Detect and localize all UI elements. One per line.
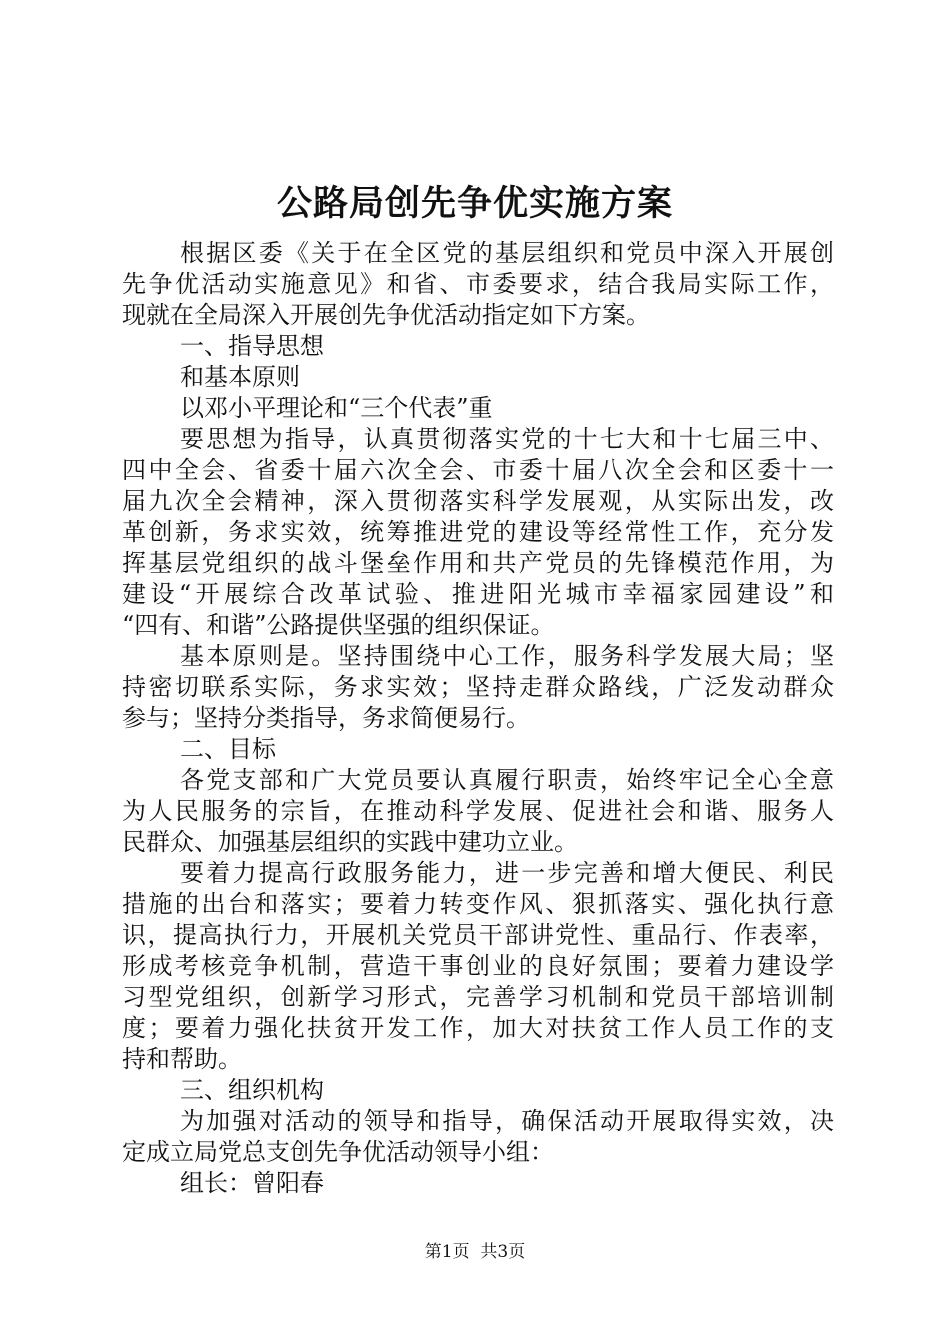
paragraph-line: 根据区委《关于在全区党的基层组织和党员中深入开展创 bbox=[180, 239, 834, 267]
paragraph-line: 为人民服务的宗旨，在推动科学发展、促进社会和谐、服务人 bbox=[122, 797, 834, 825]
paragraph-line: 措施的出台和落实；要着力转变作风、狠抓落实、强化执行意 bbox=[122, 890, 834, 918]
paragraph-line: 度；要着力强化扶贫开发工作，加大对扶贫工作人员工作的支 bbox=[122, 1014, 834, 1042]
paragraph-line: 现就在全局深入开展创先争优活动指定如下方案。 bbox=[122, 301, 650, 329]
paragraph-line: 挥基层党组织的战斗堡垒作用和共产党员的先锋模范作用，为 bbox=[122, 549, 834, 577]
section-heading-continued: 和基本原则 bbox=[180, 363, 300, 391]
paragraph-line: 四中全会、省委十届六次全会、市委十届八次全会和区委十一 bbox=[122, 456, 834, 484]
paragraph-line: 识，提高执行力，开展机关党员干部讲党性、重品行、作表率， bbox=[122, 921, 834, 949]
paragraph-line: 参与；坚持分类指导，务求简便易行。 bbox=[122, 704, 530, 732]
paragraph-line: “四有、和谐”公路提供坚强的组织保证。 bbox=[122, 611, 555, 639]
paragraph-line: 为加强对活动的领导和指导，确保活动开展取得实效，决 bbox=[180, 1107, 834, 1135]
paragraph-line: 持密切联系实际，务求实效；坚持走群众路线，广泛发动群众 bbox=[122, 673, 834, 701]
paragraph-line: 革创新，务求实效，统筹推进党的建设等经常性工作，充分发 bbox=[122, 518, 834, 546]
section-heading: 二、目标 bbox=[180, 735, 276, 763]
paragraph-line: 建设“开展综合改革试验、推进阳光城市幸福家园建设”和 bbox=[122, 580, 834, 608]
section-heading: 三、组织机构 bbox=[180, 1076, 324, 1104]
paragraph-line: 基本原则是。坚持围绕中心工作，服务科学发展大局；坚 bbox=[180, 642, 834, 670]
page-title: 公路局创先争优实施方案 bbox=[276, 183, 673, 224]
paragraph-line: 以邓小平理论和“三个代表”重 bbox=[180, 394, 493, 422]
paragraph-line: 各党支部和广大党员要认真履行职责，始终牢记全心全意 bbox=[180, 766, 834, 794]
page-number-footer: 第1页 共3页 bbox=[424, 1242, 526, 1262]
paragraph-line: 民群众、加强基层组织的实践中建功立业。 bbox=[122, 828, 578, 856]
paragraph-line: 定成立局党总支创先争优活动领导小组： bbox=[122, 1138, 554, 1166]
paragraph-line: 要思想为指导，认真贯彻落实党的十七大和十七届三中、 bbox=[180, 425, 834, 453]
section-heading: 一、指导思想 bbox=[180, 332, 324, 360]
paragraph-line: 要着力提高行政服务能力，进一步完善和增大便民、利民 bbox=[180, 859, 834, 887]
paragraph-line: 组长：曾阳春 bbox=[180, 1169, 324, 1197]
paragraph-line: 先争优活动实施意见》和省、市委要求，结合我局实际工作， bbox=[122, 270, 834, 298]
paragraph-line: 形成考核竞争机制，营造干事创业的良好氛围；要着力建设学 bbox=[122, 952, 834, 980]
paragraph-line: 习型党组织，创新学习形式，完善学习机制和党员干部培训制 bbox=[122, 983, 834, 1011]
paragraph-line: 持和帮助。 bbox=[122, 1045, 242, 1073]
paragraph-line: 届九次全会精神，深入贯彻落实科学发展观，从实际出发，改 bbox=[122, 487, 834, 515]
